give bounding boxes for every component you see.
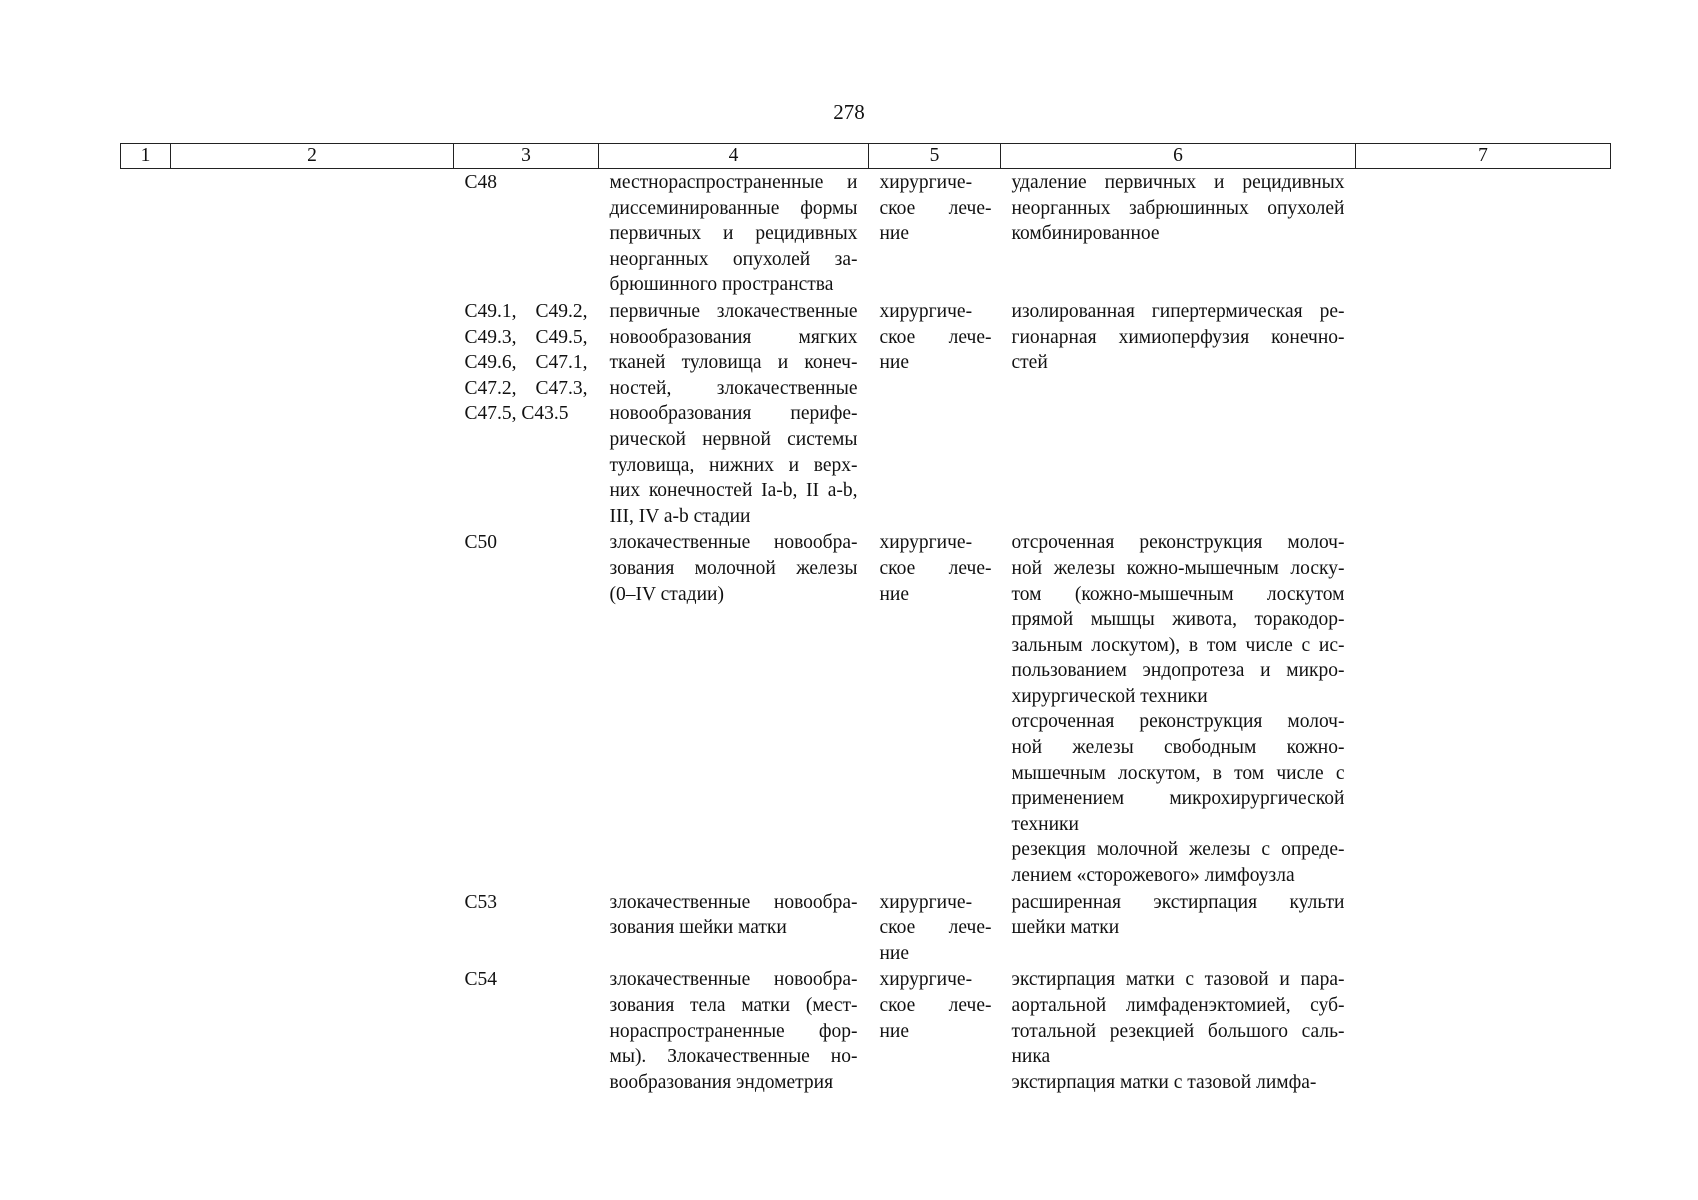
column-header-2: 2 bbox=[171, 144, 454, 169]
diagnosis-code-line: C50 bbox=[464, 532, 498, 554]
empty-cell-col-1 bbox=[121, 169, 171, 298]
table-row bbox=[121, 169, 1611, 298]
treatment-line: хирургиче- bbox=[879, 969, 973, 991]
table-row bbox=[121, 966, 1611, 1095]
treatment-line: ние bbox=[879, 583, 910, 605]
treatment-type-cell bbox=[869, 966, 1001, 1095]
disease-description-cell bbox=[599, 169, 869, 298]
column-header-7: 7 bbox=[1356, 144, 1611, 169]
method-line: зальным лоскутом), в том числе с ис- bbox=[1011, 634, 1345, 656]
method-line: неорганных забрюшинных опухолей bbox=[1011, 197, 1345, 219]
method-line: техники bbox=[1011, 813, 1079, 835]
treatment-type-cell bbox=[869, 169, 1001, 298]
method-line: стей bbox=[1011, 352, 1048, 374]
treatment-line: ское лече- bbox=[879, 557, 992, 579]
treatment-line: ское лече- bbox=[879, 917, 992, 939]
treatment-line: хирургиче- bbox=[879, 532, 973, 554]
empty-cell-col-1 bbox=[121, 529, 171, 888]
empty-cell-col-1 bbox=[121, 966, 171, 1095]
treatment-methods-cell bbox=[1001, 889, 1356, 967]
description-line: первичных и рецидивных bbox=[609, 223, 858, 245]
method-line: хирургической техники bbox=[1011, 685, 1208, 707]
treatment-type-cell bbox=[869, 298, 1001, 529]
treatment-method bbox=[1012, 530, 1345, 709]
diagnosis-code-line: C53 bbox=[464, 891, 498, 913]
method-line: изолированная гипертермическая ре- bbox=[1011, 300, 1345, 322]
treatment-line: хирургиче- bbox=[879, 891, 973, 913]
empty-cell-col-7 bbox=[1356, 298, 1611, 529]
method-line: экстирпация матки с тазовой лимфа- bbox=[1011, 1071, 1317, 1093]
description-line: них конечностей Ia-b, II a-b, bbox=[609, 480, 858, 502]
empty-cell-col-2 bbox=[171, 169, 454, 298]
medical-procedures-table bbox=[120, 143, 1611, 1095]
description-line: рической нервной системы bbox=[609, 428, 858, 450]
diagnosis-codes-cell bbox=[454, 529, 599, 888]
empty-cell-col-7 bbox=[1356, 889, 1611, 967]
description-line: неорганных опухолей за- bbox=[609, 248, 858, 270]
treatment-line: ние bbox=[879, 1020, 910, 1042]
description-line: зования тела матки (мест- bbox=[609, 995, 858, 1016]
treatment-methods-cell bbox=[1001, 169, 1356, 298]
diagnosis-code-line: C47.2, C47.3, bbox=[464, 377, 588, 399]
method-line: удаление первичных и рецидивных bbox=[1011, 172, 1345, 193]
diagnosis-code-line: C54 bbox=[464, 969, 498, 991]
column-header-1: 1 bbox=[121, 144, 171, 169]
method-line: лением «сторожевого» лимфоузла bbox=[1011, 865, 1295, 887]
table-row bbox=[121, 529, 1611, 888]
method-line: мышечным лоскутом, в том числе с bbox=[1011, 762, 1345, 784]
diagnosis-codes-cell bbox=[454, 298, 599, 529]
column-number-header-row bbox=[121, 144, 1611, 169]
description-line: брюшинного пространства bbox=[609, 274, 834, 296]
method-line: аортальной лимфаденэктомией, суб- bbox=[1011, 995, 1345, 1016]
description-line: злокачественные новообра- bbox=[609, 969, 858, 991]
description-line: зования шейки матки bbox=[609, 917, 787, 939]
treatment-line: ние bbox=[879, 223, 910, 245]
description-line: III, IV a-b стадии bbox=[609, 505, 751, 527]
disease-description-cell bbox=[599, 966, 869, 1095]
method-line: отсроченная реконструкция молоч- bbox=[1011, 711, 1345, 733]
column-header-4: 4 bbox=[599, 144, 869, 169]
method-line: ной железы свободным кожно- bbox=[1011, 737, 1345, 759]
method-line: гионарная химиоперфузия конечно- bbox=[1011, 326, 1345, 348]
empty-cell-col-2 bbox=[171, 966, 454, 1095]
diagnosis-code-line: C48 bbox=[464, 172, 498, 193]
table-row bbox=[121, 889, 1611, 967]
diagnosis-codes-cell bbox=[454, 889, 599, 967]
diagnosis-code-line: C49.6, C47.1, bbox=[464, 352, 588, 374]
description-line: вообразования эндометрия bbox=[609, 1071, 834, 1093]
method-line: расширенная экстирпация культи bbox=[1011, 891, 1345, 913]
treatment-line: хирургиче- bbox=[879, 172, 973, 193]
treatment-methods-cell bbox=[1001, 298, 1356, 529]
method-line: ной железы кожно-мышечным лоску- bbox=[1011, 557, 1345, 579]
method-line: применением микрохирургической bbox=[1011, 788, 1345, 810]
empty-cell-col-7 bbox=[1356, 966, 1611, 1095]
treatment-method bbox=[1012, 890, 1345, 941]
description-line: туловища, нижних и верх- bbox=[609, 454, 858, 476]
treatment-type-cell bbox=[869, 889, 1001, 967]
column-header-3: 3 bbox=[454, 144, 599, 169]
description-line: злокачественные новообра- bbox=[609, 891, 858, 913]
treatment-type-cell bbox=[869, 529, 1001, 888]
column-header-5: 5 bbox=[869, 144, 1001, 169]
description-line: местнораспространенные и bbox=[609, 172, 858, 193]
description-line: тканей туловища и конеч- bbox=[609, 352, 858, 374]
diagnosis-code-line: C47.5, C43.5 bbox=[464, 403, 569, 425]
empty-cell-col-1 bbox=[121, 298, 171, 529]
description-line: новообразования перифе- bbox=[609, 403, 858, 425]
empty-cell-col-7 bbox=[1356, 529, 1611, 888]
method-line: пользованием эндопротеза и микро- bbox=[1011, 660, 1345, 682]
method-line: ника bbox=[1011, 1046, 1051, 1068]
method-line: отсроченная реконструкция молоч- bbox=[1011, 532, 1345, 554]
treatment-methods-cell bbox=[1001, 966, 1356, 1095]
description-line: диссеминированные формы bbox=[609, 197, 858, 219]
description-line: новообразования мягких bbox=[609, 326, 858, 348]
treatment-methods-cell bbox=[1001, 529, 1356, 888]
description-line: (0–IV стадии) bbox=[609, 583, 724, 605]
method-line: прямой мышцы живота, торакодор- bbox=[1011, 609, 1345, 631]
empty-cell-col-2 bbox=[171, 298, 454, 529]
empty-cell-col-1 bbox=[121, 889, 171, 967]
treatment-method bbox=[1012, 837, 1345, 888]
method-line: тотальной резекцией большого саль- bbox=[1011, 1020, 1345, 1042]
treatment-method bbox=[1012, 967, 1345, 1069]
treatment-method bbox=[1012, 299, 1345, 376]
treatment-method bbox=[1012, 709, 1345, 837]
description-line: мы). Злокачественные но- bbox=[609, 1046, 858, 1068]
column-header-6: 6 bbox=[1001, 144, 1356, 169]
description-line: нораспространенные фор- bbox=[609, 1020, 858, 1042]
treatment-line: ское лече- bbox=[879, 326, 992, 348]
method-line: том (кожно-мышечным лоскутом bbox=[1011, 583, 1345, 605]
table-row bbox=[121, 298, 1611, 529]
method-line: комбинированное bbox=[1011, 223, 1160, 245]
treatment-line: ское лече- bbox=[879, 197, 992, 219]
method-line: шейки матки bbox=[1011, 917, 1120, 939]
diagnosis-code-line: C49.1, C49.2, bbox=[464, 300, 588, 322]
treatment-method bbox=[1012, 170, 1345, 247]
method-line: экстирпация матки с тазовой и пара- bbox=[1011, 969, 1345, 991]
empty-cell-col-7 bbox=[1356, 169, 1611, 298]
method-line: резекция молочной железы с опреде- bbox=[1011, 839, 1345, 861]
treatment-method bbox=[1012, 1070, 1345, 1096]
treatment-line: хирургиче- bbox=[879, 300, 973, 322]
disease-description-cell bbox=[599, 529, 869, 888]
description-line: зования молочной железы bbox=[609, 557, 858, 579]
disease-description-cell bbox=[599, 889, 869, 967]
treatment-line: ние bbox=[879, 942, 910, 964]
diagnosis-codes-cell bbox=[454, 966, 599, 1095]
empty-cell-col-2 bbox=[171, 529, 454, 888]
empty-cell-col-2 bbox=[171, 889, 454, 967]
description-line: ностей, злокачественные bbox=[609, 377, 858, 399]
treatment-line: ское лече- bbox=[879, 995, 992, 1016]
disease-description-cell bbox=[599, 298, 869, 529]
description-line: первичные злокачественные bbox=[609, 300, 858, 322]
page-number: 278 bbox=[833, 100, 865, 124]
treatment-line: ние bbox=[879, 352, 910, 374]
description-line: злокачественные новообра- bbox=[609, 532, 858, 554]
diagnosis-code-line: C49.3, C49.5, bbox=[464, 326, 588, 348]
diagnosis-codes-cell bbox=[454, 169, 599, 298]
